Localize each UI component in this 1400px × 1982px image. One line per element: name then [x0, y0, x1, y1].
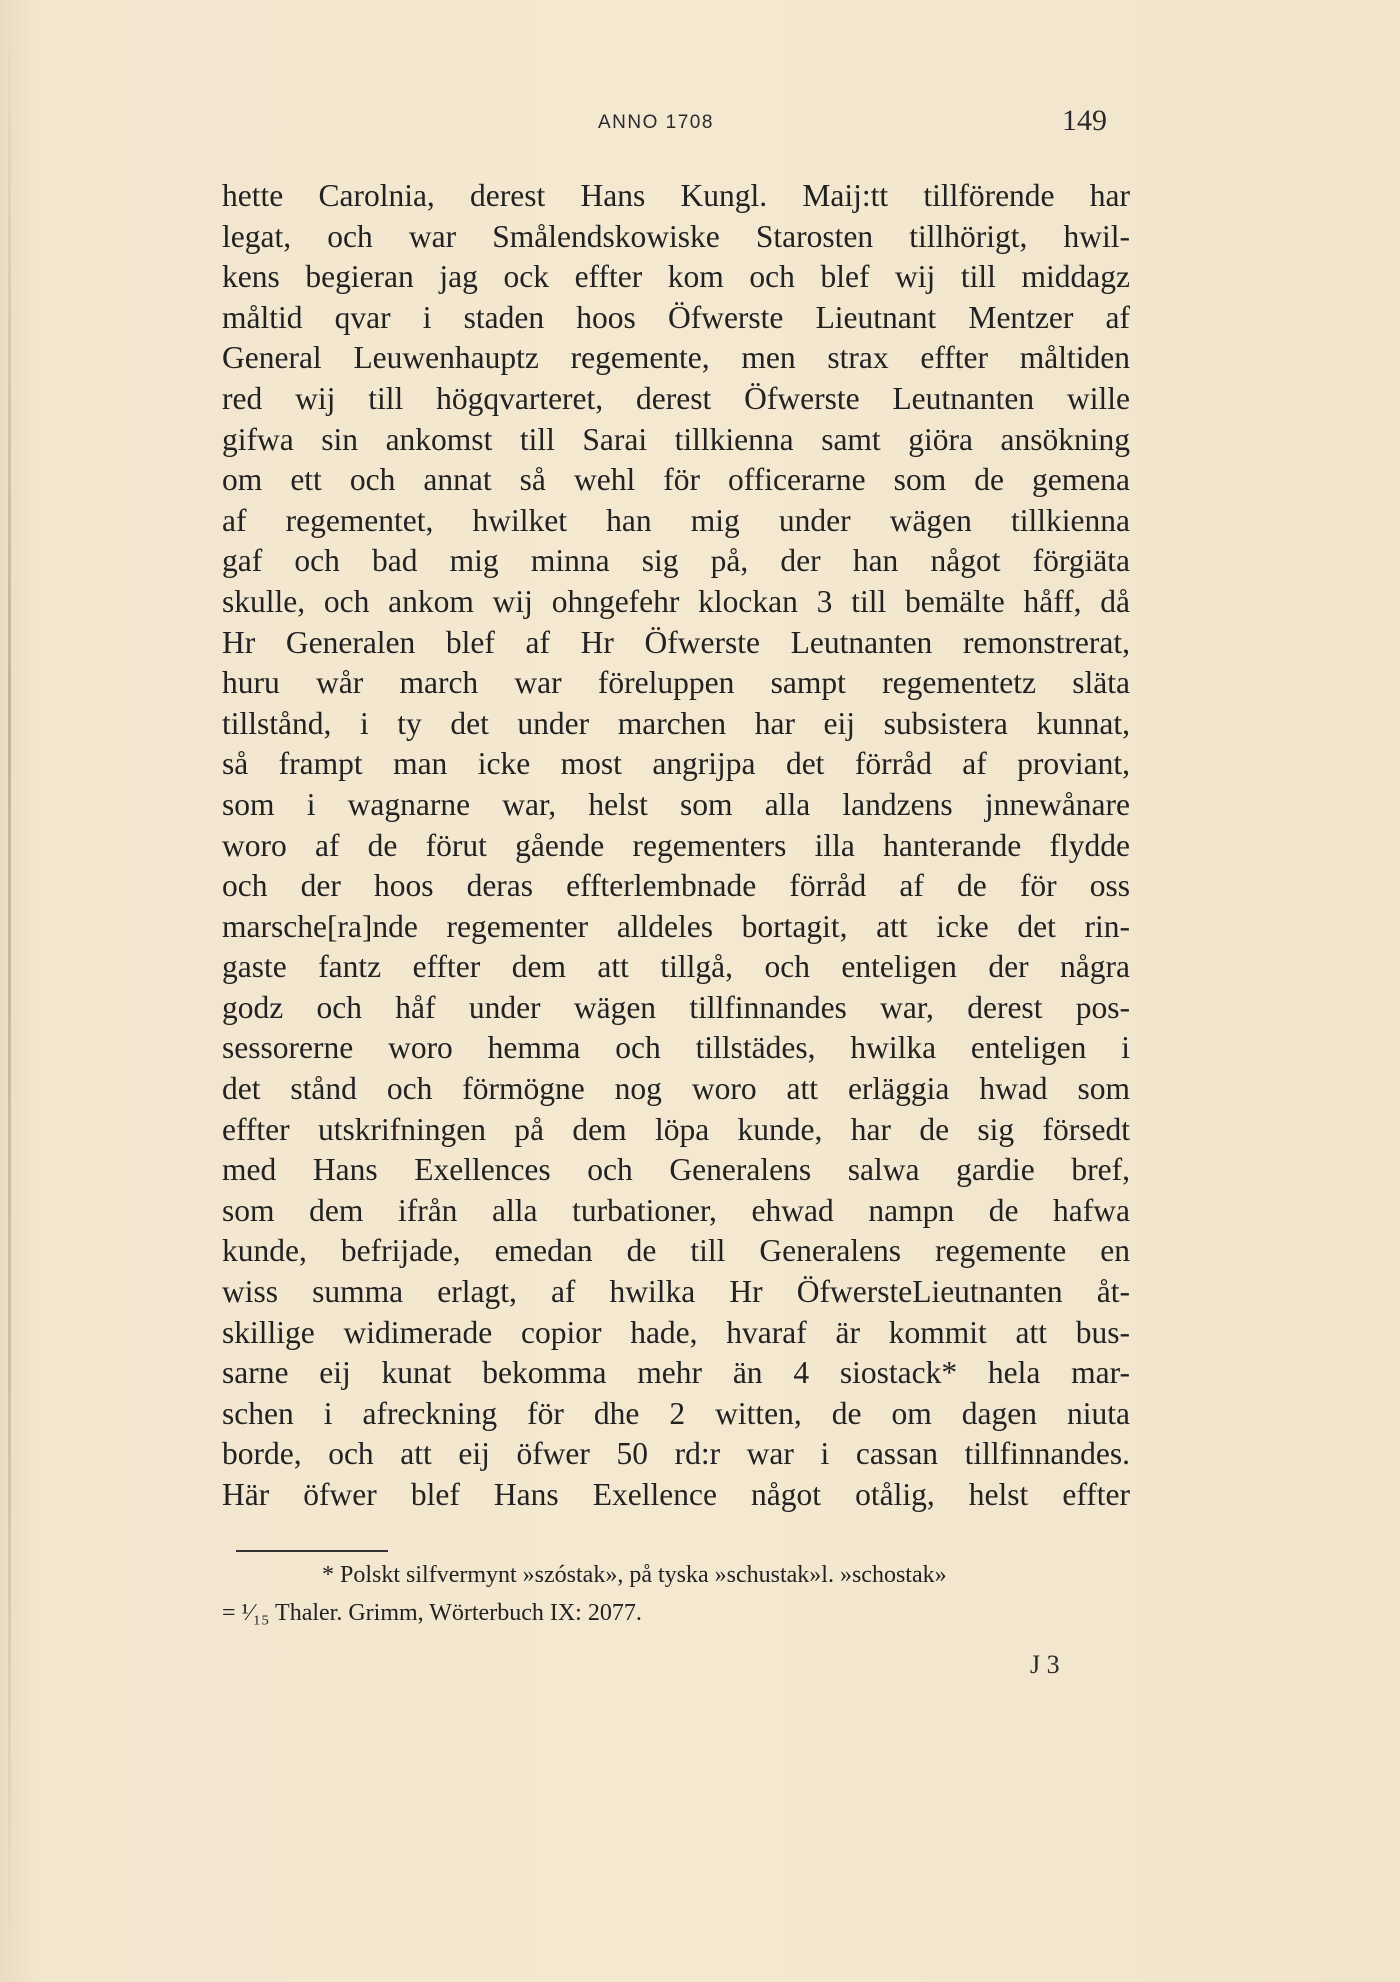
text-line: gifwa sin ankomst till Sarai tillkienna samt giöra ansökning: [222, 421, 1130, 457]
text-line: som i wagnarne war, helst som alla landzens jnnewånare: [222, 786, 1130, 822]
text-line: huru wår march war föreluppen sampt regementetz släta: [222, 665, 1130, 701]
text-line: red wij till högqvarteret, derest Öfwerste Leutnanten wille: [222, 380, 1130, 416]
text-line: effter utskrifningen på dem löpa kunde, har de sig försedt: [222, 1111, 1130, 1147]
text-line: sessorerne woro hemma och tillstädes, hwilka enteligen i: [222, 1030, 1130, 1066]
body-text: [222, 176, 1130, 1516]
text-line: som dem ifrån alla turbationer, ehwad nampn de hafwa: [222, 1192, 1130, 1228]
text-line: måltid qvar i staden hoos Öfwerste Lieutnant Mentzer af: [222, 299, 1130, 335]
page-binding-edge: [8, 0, 11, 1982]
signature-mark: J 3: [1030, 1650, 1060, 1679]
page-number: 149: [1062, 104, 1107, 137]
text-line: tillstånd, i ty det under marchen har eij subsistera kunnat,: [222, 705, 1130, 741]
text-line: wiss summa erlagt, af hwilka Hr ÖfwersteLieutnanten åt-: [222, 1274, 1130, 1310]
text-line: Hr Generalen blef af Hr Öfwerste Leutnanten remonstrerat,: [222, 624, 1130, 660]
text-line: woro af de förut gående regementers illa hanterande flydde: [222, 827, 1130, 863]
running-head: ANNO 1708: [598, 112, 714, 133]
text-line: gaste fantz effter dem att tillgå, och enteligen der några: [222, 949, 1130, 985]
text-line: legat, och war Smålendskowiske Starosten tillhörigt, hwil-: [222, 218, 1130, 254]
footnote: [222, 1556, 1130, 1632]
text-line: kens begieran jag ock effter kom och blef wij till middagz: [222, 259, 1130, 295]
text-line: godz och håf under wägen tillfinnandes war, derest pos-: [222, 989, 1130, 1025]
text-line: med Hans Exellences och Generalens salwa gardie bref,: [222, 1152, 1130, 1188]
text-line: och der hoos deras effterlembnade förråd af de för oss: [222, 868, 1130, 904]
text-line: sarne eij kunat bekomma mehr än 4 siostack* hela mar-: [222, 1355, 1130, 1391]
footnote-line: * Polskt silfvermynt »szóstak», på tyska »schustak»l. »schostak»: [322, 1562, 947, 1588]
text-line: så frampt man icke most angrijpa det förråd af proviant,: [222, 746, 1130, 782]
text-line: gaf och bad mig minna sig på, der han något förgiäta: [222, 543, 1130, 579]
text-line: det stånd och förmögne nog woro att erläggia hwad som: [222, 1071, 1130, 1107]
text-line: Här öfwer blef Hans Exellence något otålig, helst effter: [222, 1477, 1130, 1512]
text-line: borde, och att eij öfwer 50 rd:r war i cassan tillfinnandes.: [222, 1436, 1130, 1472]
text-line: hette Carolnia, derest Hans Kungl. Maij:tt tillförende har: [222, 178, 1130, 213]
text-line: om ett och annat så wehl för officerarne som de gemena: [222, 462, 1130, 498]
text-line: skulle, och ankom wij ohngefehr klockan 3 till bemälte håff, då: [222, 583, 1130, 619]
text-line: skillige widimerade copior hade, hvaraf är kommit att bus-: [222, 1314, 1130, 1350]
footnote-line: = ¹⁄₁₅ Thaler. Grimm, Wörterbuch IX: 2077.: [222, 1600, 642, 1626]
text-line: General Leuwenhauptz regemente, men strax effter måltiden: [222, 340, 1130, 376]
text-line: af regementet, hwilket han mig under wägen tillkienna: [222, 502, 1130, 538]
footnote-divider: [236, 1550, 388, 1552]
text-line: marsche[ra]nde regementer alldeles bortagit, att icke det rin-: [222, 908, 1130, 944]
text-line: schen i afreckning för dhe 2 witten, de om dagen niuta: [222, 1395, 1130, 1431]
text-line: kunde, befrijade, emedan de till Generalens regemente en: [222, 1233, 1130, 1269]
